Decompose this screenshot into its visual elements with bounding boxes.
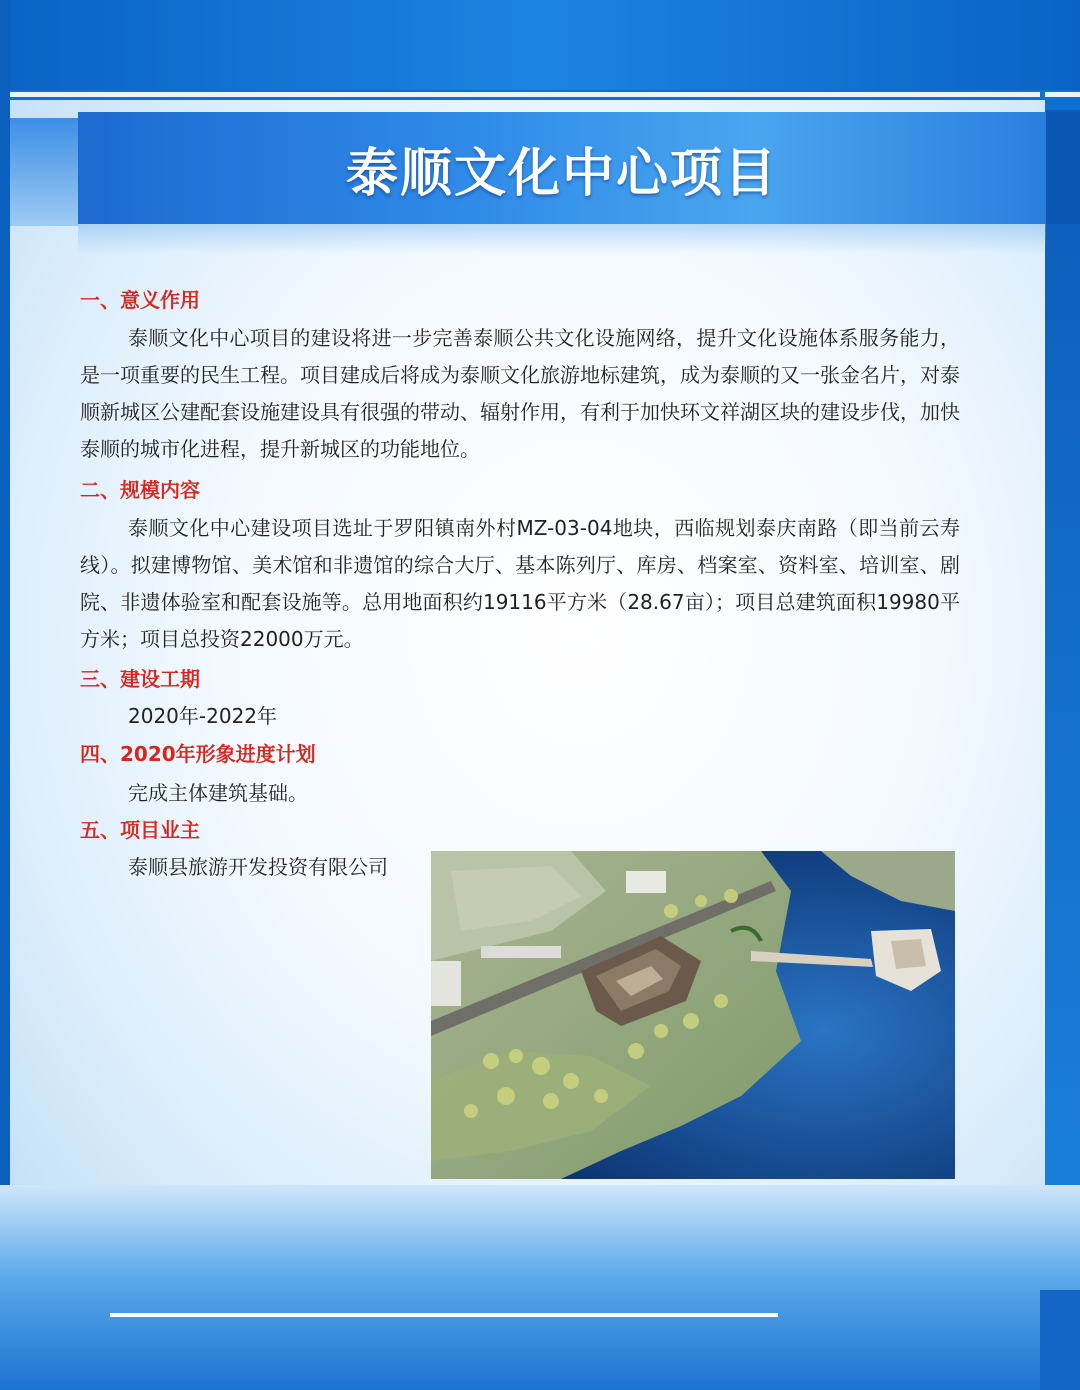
top-band	[0, 0, 1080, 90]
title-bar-right	[1046, 112, 1080, 224]
section-heading-schedule: 三、建设工期	[80, 667, 200, 691]
section-heading-significance: 一、意义作用	[80, 288, 200, 312]
section-heading-scale: 二、规模内容	[80, 478, 200, 502]
section-heading-owner: 五、项目业主	[80, 818, 200, 842]
title-bar-tab	[10, 118, 78, 226]
section-body-schedule: 2020年-2022年	[128, 704, 278, 728]
bottom-divider	[110, 1313, 778, 1317]
section-body-owner: 泰顺县旅游开发投资有限公司	[128, 855, 388, 879]
right-edge	[1045, 110, 1080, 1360]
top-divider-right	[1045, 92, 1080, 97]
section-heading-progress-plan: 四、2020年形象进度计划	[80, 742, 316, 766]
project-aerial-rendering	[431, 851, 955, 1179]
page-title: 泰顺文化中心项目	[345, 143, 778, 204]
section-body-significance: 泰顺文化中心项目的建设将进一步完善泰顺公共文化设施网络，提升文化设施体系服务能力，是一项重要的民生工程。项目建成后将成为泰顺文化旅游地标建筑，成为泰顺的又一张金名片，对泰顺新城区公建配套设施建设具有很强的带动、辐射作用，有利于加快环文祥湖区块的建设步伐，加快泰顺的城市化进程，提升新城区的功能地位。	[80, 326, 960, 461]
title-bar	[78, 112, 1046, 224]
top-divider	[10, 92, 1040, 97]
aerial-rendering-illustration	[431, 851, 955, 1179]
bottom-wave-decoration	[0, 1185, 1080, 1390]
section-body-scale: 泰顺文化中心建设项目选址于罗阳镇南外村MZ-03-04地块，西临规划泰庆南路（即当前云寿线）。拟建博物馆、美术馆和非遗馆的综合大厅、基本陈列厅、库房、档案室、资料室、培训室、剧院、非遗体验室和配套设施等。总用地面积约19116平方米（28.67亩）；项目总建筑面积19980平方米；项目总投资22000万元。	[80, 516, 960, 651]
title-bar-glow	[78, 224, 1046, 254]
bottom-right-block	[1040, 1290, 1080, 1390]
section-body-progress-plan: 完成主体建筑基础。	[128, 781, 308, 805]
left-edge	[0, 0, 10, 1390]
